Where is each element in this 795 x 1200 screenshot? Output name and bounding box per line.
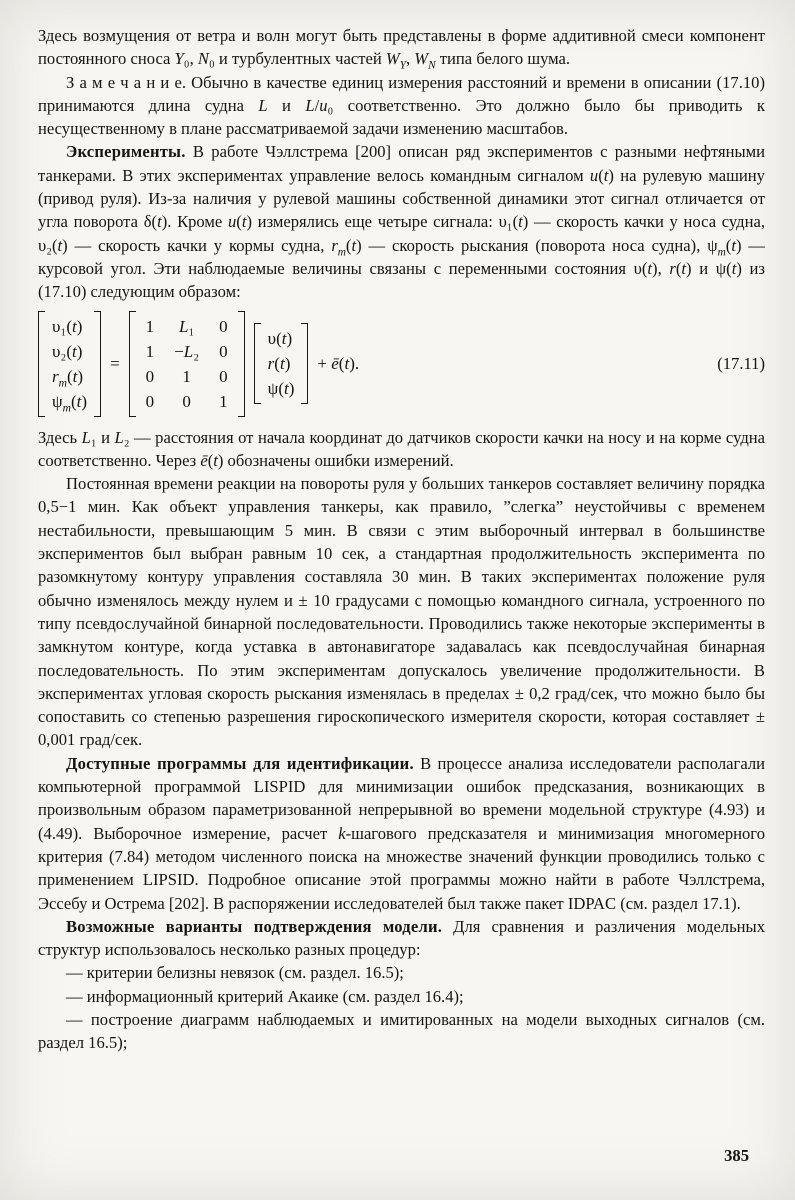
paragraph-time-constants: Постоянная времени реакции на повороты руля у больших танкеров составляет величину порядка 0,5−1 мин. Как объект управления танкеры, как правило, ”слегка” неустойчивы с временем нестабильности, превышающим 5 мин. В связи с этим выборочный интервал в большинстве экспериментов был выбран равным 10 сек, а стандартная продолжительность эксперимента по разомкнутому контуру управления составляла 30 мин. В таких экспериментах положение руля обычно изменялось между нулем и ± 10 градусами с помощью командного сигнала, устроенного по типу псевдослучайной бинарной последовательности. Проводились также некоторые эксперименты в замкнутом контуре, когда уставка в автонавигаторе задавалась как псевдослучайная бинарная последовательность. По этим экспериментам допускалось увеличение продолжительности. В экспериментах угловая скорость рыскания изменялась в пределах ± 0,2 град/сек, что можно было бы сопоставить со степенью разрешения гироскопического измерителя скорости, которая составляет ± 0,001 град/сек. <box>38 474 765 750</box>
state-entry: r(t) <box>267 354 291 374</box>
equation-error-term: + ē(t). <box>317 353 360 373</box>
state-entry: υ(t) <box>267 329 293 349</box>
matrix-cell: 0 <box>219 316 228 336</box>
matrix-cell: 0 <box>182 391 191 411</box>
paragraph-distances: Здесь L₁ и L₂ — расстояния от начала координат до датчиков скорости качки на носу и на корме судна соответственно. Через ē(t) обозначены ошибки измерений. <box>38 427 766 470</box>
paragraph-wind-disturbances: Здесь возмущения от ветра и волн могут быть представлены в форме аддитивной смеси компонент постоянного сноса Y₀, N₀ и турбулентных частей $W_Y$, $W_N$ типа белого шума. <box>38 26 765 72</box>
equation-matrix <box>129 311 245 417</box>
matrix-cell: L₁ <box>178 316 195 336</box>
equation-17-11 <box>38 311 765 417</box>
list-item-whiteness-criteria: — критерии белизны невязок (см. раздел. 16.5); <box>66 963 404 983</box>
matrix-cell: 1 <box>182 366 191 386</box>
matrix-cell: 1 <box>219 391 228 411</box>
lhs-entry: $\psi_m(t)$ <box>52 391 88 414</box>
list-item-output-diagrams: — построение диаграмм наблюдаемых и имитированных на модели выходных сигналов (см. раздел 16.5); <box>38 1009 765 1053</box>
matrix-cell: 0 <box>219 366 228 386</box>
matrix-cell: 1 <box>145 316 155 336</box>
equation-body <box>38 311 359 417</box>
text-column <box>38 24 765 1055</box>
paragraph-experiments: Эксперименты. В работе Чэллстрема [200] описан ряд экспериментов с разными нефтяными танкерами. В этих экспериментах управление велось командным сигналом u(t) на рулевую машину (привод руля). Из-за наличия у рулевой машины собственной динамики этот сигнал отличается от угла поворота δ(t). Кроме u(t) измерялись еще четыре сигнала: υ₁(t) — скорость качки у носа судна, υ₂(t) — скорость качки у кормы судна, $r_m(t)$ — скорость рыскания (поворота носа судна), $\psi_m(t)$ — курсовой угол. Эти наблюдаемые величины связаны с переменными состояния υ(t), r(t) и ψ(t) из (17.10) следующим образом: <box>38 142 766 302</box>
lhs-entry: $r_m(t)$ <box>52 366 84 389</box>
list-item-akaike-criterion: — информационный критерий Акаике (см. раздел 16.4); <box>66 986 464 1006</box>
matrix-cell: 1 <box>145 341 155 361</box>
paragraph-model-validation: Возможные варианты подтверждения модели. Для сравнения и различения модельных структур использовалось несколько разных процедур: <box>38 916 765 960</box>
state-entry: ψ(t) <box>267 379 295 399</box>
equation-number: (17.11) <box>717 353 765 373</box>
matrix-cell: 0 <box>219 341 228 361</box>
equation-lhs-vector <box>38 311 101 417</box>
matrix-cell: −L₂ <box>174 341 200 361</box>
equation-state-vector <box>254 323 309 404</box>
paragraph-remark: З а м е ч а н и е. Обычно в качестве единиц измерения расстояний и времени в описании (17.10) принимаются длина судна L и L/u₀ соответственно. Это должно было бы приводить к несущественному в плане рассматриваемой задачи изменению масштабов. <box>38 72 765 139</box>
lhs-entry: υ₂(t) <box>52 341 83 361</box>
equals-sign: = <box>110 353 120 373</box>
page-number: 385 <box>724 1146 749 1165</box>
paragraph-identification-programs: Доступные программы для идентификации. В процессе анализа исследователи располагали компьютерной программой LISPID для минимизации ошибок предсказания, возникающих в произвольным образом параметризованной непрерывной во времени модельной структуре (4.93) и (4.49). Выборочное измерение, расчет k-шагового предсказателя и минимизация многомерного критерия (7.84) методом численного поиска на множестве значений функции проводились только с применением LIPSID. Подробное описание этой программы можно найти в работе Чэллстрема, Эссебу и Острема [202]. В распоряжении исследователей был также пакет IDPAC (см. раздел 17.1). <box>38 753 765 913</box>
matrix-cell: 0 <box>145 391 155 411</box>
lhs-entry: υ₁(t) <box>52 316 83 336</box>
matrix-cell: 0 <box>145 366 155 386</box>
